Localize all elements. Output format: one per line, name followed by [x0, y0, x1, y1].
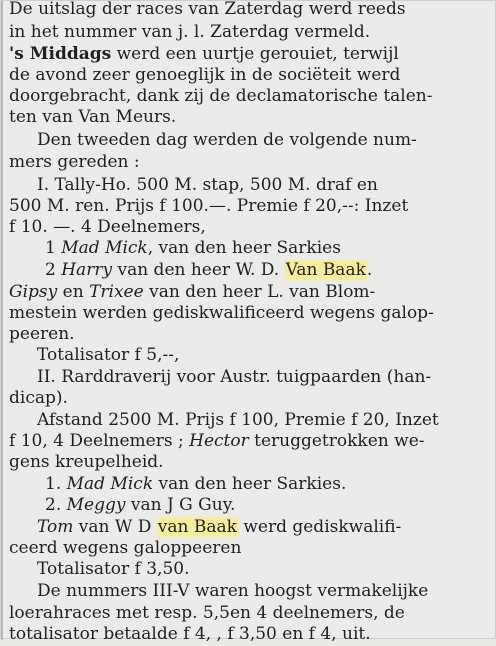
text-line [9, 150, 491, 174]
text-segment: en [57, 282, 90, 302]
text-line [9, 622, 491, 646]
text-line [9, 105, 491, 129]
text-segment: peeren. [9, 324, 75, 344]
text-segment: van J G Guy. [125, 495, 236, 515]
text-segment: van den heer Sarkies. [153, 474, 347, 494]
text-segment: De uitslag der races van Zaterdag werd reeds [9, 0, 406, 19]
text-segment: . [366, 260, 373, 280]
italic-name: Trixee [89, 282, 144, 302]
text-segment: teruggetrokken we- [248, 431, 425, 451]
italic-name: Gipsy [9, 282, 58, 302]
text-segment: mestein werden gediskwalificeerd wegens galop- [9, 303, 434, 323]
text-line [37, 579, 491, 603]
text-segment: f 10. —. 4 Deelnemers, [9, 217, 206, 237]
text-segment: Totalisator f 5,--, [37, 345, 180, 365]
search-highlight: Van Baak [285, 260, 366, 280]
bold-text: 's Middags [9, 44, 112, 64]
text-segment: , van den heer Sarkies [147, 238, 341, 258]
text-segment: II. Rarddraverij voor Austr. tuigpaarden (han- [37, 367, 432, 387]
text-segment: loerahraces met resp. 5,5en 4 deelnemers, de [9, 603, 405, 623]
text-segment: gens kreupelheid. [9, 452, 164, 472]
italic-name: Mad Mick [66, 474, 154, 494]
italic-name: Meggy [66, 495, 126, 515]
italic-name: Harry [61, 260, 113, 280]
text-line [45, 493, 491, 517]
text-segment: 1 [45, 238, 62, 258]
text-segment: totalisator betaalde f 4, , f 3,50 en f 4, uit. [9, 624, 371, 644]
search-highlight: van Baak [157, 517, 237, 537]
text-segment: 2. [45, 495, 67, 515]
text-line [9, 0, 491, 21]
text-segment: werd een uurtje gerouiet, terwijl [111, 44, 399, 64]
text-segment: mers gereden : [9, 152, 140, 172]
text-segment: De nummers III-V waren hoogst vermakelijke [37, 581, 429, 601]
column-rule [1, 1, 3, 640]
text-segment: Totalisator f 3,50. [37, 559, 190, 579]
text-line [45, 258, 491, 282]
text-segment: de avond zeer genoeglijk in de sociëteit werd [9, 65, 401, 85]
text-segment: 1. [45, 474, 67, 494]
text-segment: in het nummer van j. l. Zaterdag vermeld. [9, 22, 371, 42]
text-segment: 500 M. ren. Prijs f 100.—. Premie f 20,--: Inzet [9, 196, 409, 216]
text-segment: van den heer L. van Blom- [143, 282, 376, 302]
text-line [37, 128, 491, 152]
text-segment: Afstand 2500 M. Prijs f 100, Premie f 20, Inzet [37, 410, 439, 430]
text-segment: doorgebracht, dank zij de declamatorische talen- [9, 86, 433, 106]
text-segment: Den tweeden dag werden de volgende num- [37, 130, 417, 150]
text-line [45, 236, 491, 260]
text-line [37, 557, 491, 581]
text-segment: ten van Van Meurs. [9, 107, 177, 127]
text-segment: werd gediskwalifi- [237, 517, 402, 537]
text-line [9, 386, 491, 410]
text-line [37, 343, 491, 367]
text-segment: I. Tally-Ho. 500 M. stap, 500 M. draf en [37, 175, 378, 195]
text-segment: 2 [45, 260, 62, 280]
italic-name: Hector [189, 431, 249, 451]
text-segment: van W D [73, 517, 157, 537]
text-line [9, 450, 491, 474]
text-segment: f 10, 4 Deelnemers ; [9, 431, 190, 451]
text-line [9, 20, 491, 44]
italic-name: Tom [37, 517, 74, 537]
text-segment: ceerd wegens galoppeeren [9, 538, 242, 558]
text-segment: van den heer W. D. [112, 260, 285, 280]
text-segment: dicap). [9, 388, 68, 408]
italic-name: Mad Mick [61, 238, 148, 258]
